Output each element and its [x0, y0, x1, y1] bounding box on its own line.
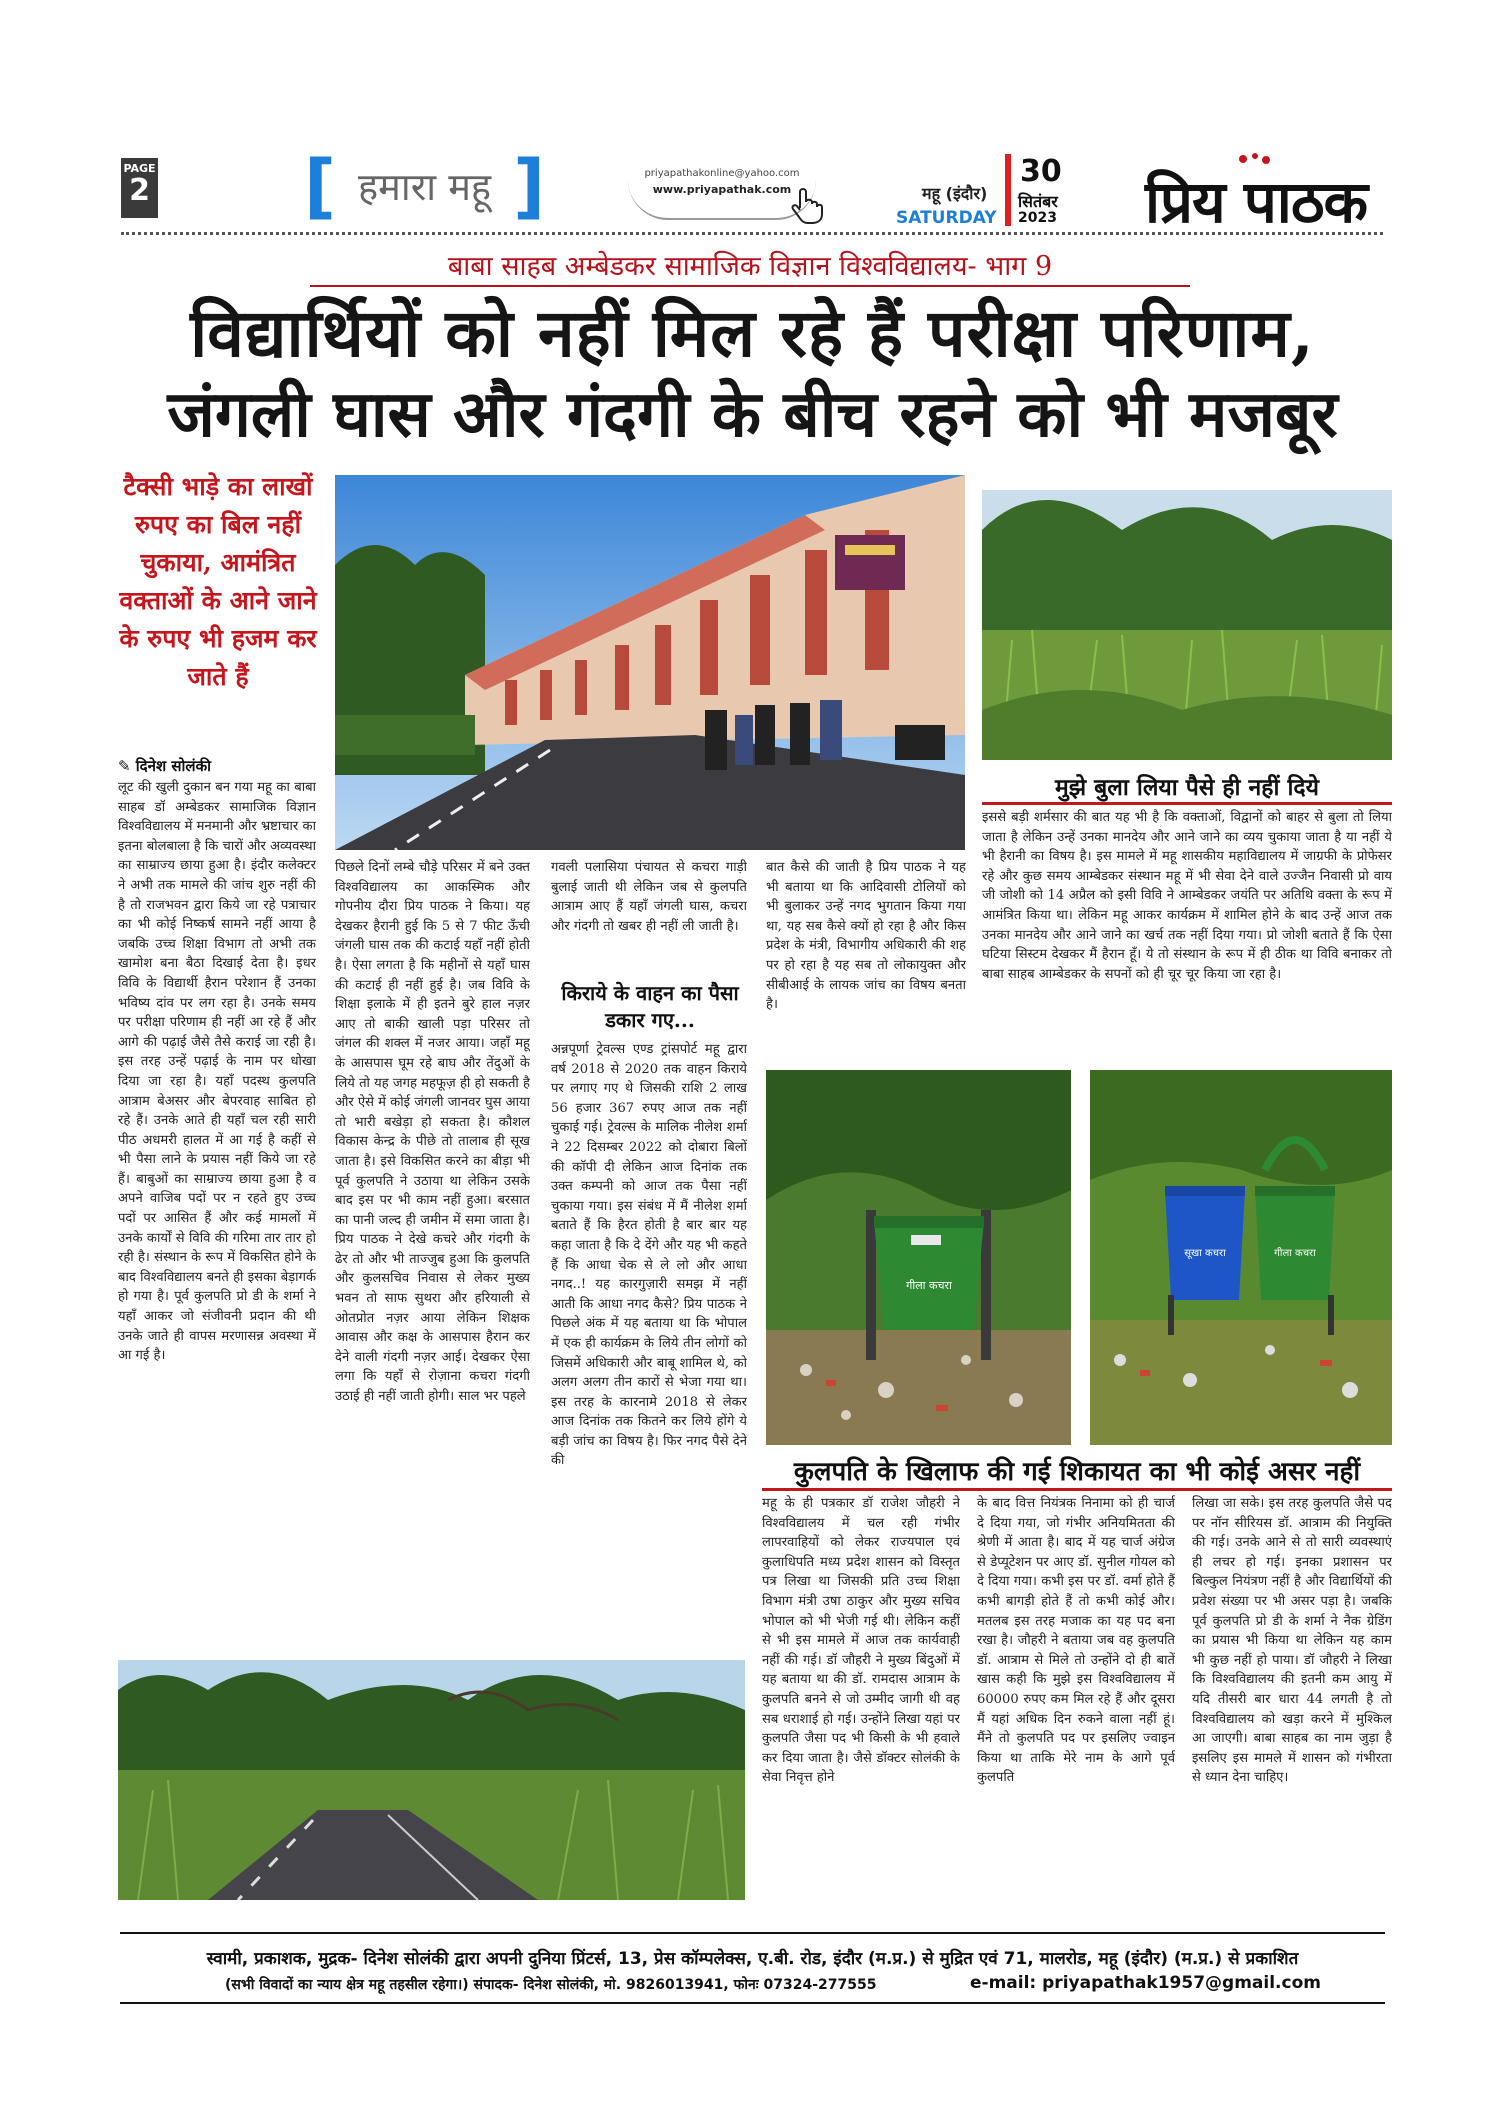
bin-label-dry: सूखा कचरा: [1184, 1248, 1226, 1259]
weekday: SATURDAY: [896, 208, 997, 228]
section-title: हमारा महू: [358, 165, 492, 209]
footer-email[interactable]: e-mail: priyapathak1957@gmail.com: [970, 1973, 1321, 1993]
subhead-complaint-underline: [762, 1488, 1392, 1491]
contact-box: [628, 168, 816, 220]
article-column-4-top: बात कैसे की जाती है प्रिय पाठक ने यह भी बताया था कि आदिवासी टोलियों को भी बुलाकर उन्हें नगद भुगतान किया गया था, यह सब कैसे क्यों हो रहा है और किस प्रदेश के मंत्री, विभागीय अधिकारी की शह पर हो रहा है यह सब तो लोकायुक्त और सीबीआई के लायक जांच का विषय बनता है।: [766, 860, 966, 1013]
page-number: 2: [129, 173, 150, 208]
photo-wild-grass: [982, 490, 1392, 760]
pointing-hand-icon: [790, 188, 824, 224]
subhead-underline: [982, 802, 1392, 805]
photo-overgrown-road: [118, 1660, 745, 1900]
bin-label-wet-2: गीला कचरा: [1274, 1248, 1316, 1259]
complaint-column-2: के बाद वित्त नियंत्रक निनामा को ही चार्ज दे दिया गया, जो गंभीर अनियमितता की श्रेणी में आता है। बाद में यह चार्ज अंग्रेज से डेप्यूटेशन पर आए डॉ. सुनील गोयल को दे दिया गया। कभी इस पर डॉ. वर्मा होते हैं कभी बागड़ी होते हैं तो कभी कोई और। मतलब इस तरह मजाक का यह पद बना रखा है। जौहरी ने बताया जब वह कुलपति डॉ. आत्राम से मिले तो उन्होंने दो ही बातें खास कही कि मुझे इस विश्वविद्यालय में 60000 रुपए कम मिल रहे हैं और दूसरा मैं यहां अधिक दिन रुकने वाला नहीं हूं। मैंने तो कुलपति पद पर इसलिए ज्वाइन किया था ताकि मेरे नाम के आगे पूर्व कुलपति: [977, 1496, 1175, 1786]
complaint-column-1: महू के ही पत्रकार डॉ राजेश जौहरी ने विश्वविद्यालय में चल रही गंभीर लापरवाहियों को लेकर राज्यपाल एवं कुलाधिपति मध्य प्रदेश शासन को विस्तृत पत्र लिखा था जिसकी प्रति उच्च शिक्षा विभाग मंत्री उषा ठाकुर और मुख्य सचिव भोपाल को भी भेजी गई थी। लेकिन कहीं से भी इस मामले में आज तक कार्यवाही नहीं की गई। डॉ जौहरी ने मुख्य बिंदुओं में यह बताया था की डॉ. रामदास आत्राम के कुलपति बनने से जो उम्मीद जागी थी वह सब धराशाई हो गई। उन्होंने लिखा यहां पर कुलपति जैसा पद भी किसी के भी हवाले कर दिया जाता है। जैसे डॉक्टर सोलंकी के सेवा निवृत्त होने: [762, 1496, 960, 1786]
date-divider: [1005, 154, 1011, 226]
masthead-logo: प्रिय पाठक: [1145, 168, 1368, 236]
bracket-open-icon: [: [304, 145, 336, 227]
contact-email[interactable]: priyapathakonline@yahoo.com: [644, 168, 800, 179]
page-label: PAGE: [123, 162, 156, 175]
photo-university-building: [335, 475, 965, 850]
bin-label-wet-1: गीला कचरा: [906, 1279, 952, 1292]
article-column-3: अन्नपूर्णा ट्रेवल्स एण्ड ट्रांसपोर्ट महू द्वारा वर्ष 2018 से 2020 तक वाहन किराये पर लगाए गए थे जिसकी राशि 2 लाख 56 हजार 367 रुपए आज तक नहीं चुकाई गई। ट्रेवल्स के मालिक नीलेश शर्मा ने 22 दिसम्बर 2022 को दोबारा बिलों की कॉपी दी लेकिन आज दिनांक तक उक्त कम्पनी को आज तक पैसा नहीं चुकाया गया। इस संबंध में मैं नीलेश शर्मा बताते हैं कि हैरत होती है बार बार यह कहा जाता है कि दे देंगे और यह भी कहते हैं कि आधा चेक से ले लो और आधा नगद..! यह कारगुज़ारी समझ में नहीं आती कि आधा नगद कैसे? प्रिय पाठक ने पिछले अंक में यह बताया था कि भोपाल में एक ही कार्यक्रम के लिये तीन लोगों को जिसमें अधिकारी और बाबू शामिल थे, को अलग अलग तीन कारों से भेजा गया था। इस तरह के कारनामे 2018 से लेकर आज दिनांक तक कितने कर लिये होंगे ये बड़ी जांच का विषय है। फिर नगद पैसे देने की: [551, 1042, 747, 1469]
footer-imprint: स्वामी, प्रकाशक, मुद्रक- दिनेश सोलंकी द्वारा अपनी दुनिया प्रिंटर्स, 13, प्रेस कॉम्पलेक्स, ए.बी. रोड, इंदौर (म.प्र.) से मुद्रित एवं 71, मालरोड, महू (इंदौर) (म.प्र.) से प्रकाशित: [206, 1949, 1299, 1969]
subhead-complaint: कुलपति के खिलाफ की गई शिकायत का भी कोई असर नहीं: [793, 1457, 1361, 1487]
subhead-rent: किराये के वाहन का पैसा डकार गए...: [561, 981, 739, 1032]
bracket-close-icon: ]: [513, 145, 546, 227]
website-link[interactable]: www.priyapathak.com: [652, 183, 792, 196]
kicker: टैक्सी भाड़े का लाखों रुपए का बिल नहीं चुकाया, आमंत्रित वक्ताओं के आने जाने के रुपए भी हजम कर जाते हैं: [119, 472, 317, 691]
page-number-badge: [121, 158, 158, 218]
footer-top-rule: [120, 1932, 1385, 1934]
headline-line-2: जंगली घास और गंदगी के बीच रहने को भी मजबूर: [167, 377, 1338, 452]
photo-dustbins-pair: [1090, 1070, 1392, 1445]
byline: ✎ दिनेश सोलंकी: [118, 757, 211, 775]
footer-editor: (सभी विवादों का न्याय क्षेत्र महू तहसील रहेगा।) संपादक- दिनेश सोलंकी, मो. 9826013941, फोनः 07324-277555: [225, 1977, 877, 1993]
headline-line-1: विद्यार्थियों को नहीं मिल रहे हैं परीक्षा परिणाम,: [190, 294, 1315, 372]
header-divider: [121, 232, 1383, 235]
subhead-not-paid: मुझे बुला लिया पैसे ही नहीं दिये: [1055, 774, 1319, 801]
date-year: 2023: [1018, 210, 1057, 226]
date-block: [880, 152, 1070, 226]
series-title: बाबा साहब अम्बेडकर सामाजिक विज्ञान विश्वविद्यालय- भाग 9: [310, 246, 1190, 287]
article-column-3-top: गवली पलासिया पंचायत से कचरा गाड़ी बुलाई जाती थी लेकिन जब से कुलपति आत्राम आए हैं यहाँ जंगली घास, कचरा और गंदगी तो खबर ही नहीं ली जाती है।: [551, 860, 747, 934]
dateline-city: महू (इंदौर): [922, 184, 988, 203]
footer-bottom-rule: [120, 2002, 1385, 2004]
section-name: [304, 145, 546, 227]
article-column-2: पिछले दिनों लम्बे चौड़े परिसर में बने उक्त विश्वविद्यालय का आकस्मिक और गोपनीय दौरा प्रिय पाठक ने किया। यह देखकर हैरानी हुई कि 5 से 7 फीट ऊँची जंगली घास तक की कटाई यहाँ नहीं होती है। ऐसा लगता है कि महीनों से यहाँ घास की कटाई ही नहीं हुई है। जब विवि के शिक्षा इलाके में ही इतने बुरे हाल नज़र आए तो बाकी खाली पड़ा परिसर तो जंगल की शक्ल में नजर आया। जहाँ महू के आसपास घूम रहे बाघ और तेंदुओं के लिये तो यह जगह महफूज़ ही हो सकती है और ऐसे में कोई जंगली जानवर घुस आया तो भारी बखेड़ा हो सकता है। कौशल विकास केन्द्र के पीछे तो तालाब ही सूख जाता है। इसे विकसित करने का बीड़ा भी पूर्व कुलपति ने उठाया था लेकिन उसके बाद इस पर भी काम नहीं हुआ। बरसात का पानी जल्द ही जमीन में समा जाता है। प्रिय पाठक ने देखे कचरे और गंदगी के ढेर तो और भी ताज्जुब हुआ कि कुलपति और कुलसचिव निवास से लेकर मुख्य भवन तो साफ सुथरा और हरियाली से ओतप्रोत नज़र आया लेकिन शिक्षक आवास और कक्ष के आसपास हैरान कर देने वाली गंदगी नज़र आई। देखकर ऐसा लगा कि यहाँ से रोज़ाना कचरा गंदगी उठाई ही नहीं जाती होगी। साल भर पहले: [335, 860, 530, 1405]
complaint-column-3: लिखा जा सके। इस तरह कुलपति जैसे पद पर नॉन सीरियस डॉ. आत्राम की नियुक्ति की गई। उनके आने से तो सारी व्यवस्थाएं ही लचर हो गई। इनका प्रशासन पर बिल्कुल नियंत्रण नहीं है और विद्यार्थियों की प्रवेश संख्या पर भी असर पड़ा है। जबकि पूर्व कुलपति प्रो डी के शर्मा ने नैक ग्रेडिंग का प्रयास भी किया था लेकिन यह काम भी कुछ नहीं हो पाया। डॉ जौहरी ने लिखा कि विश्वविद्यालय की इतनी कम आयु में यदि तीसरी बार धारा 44 लगती है तो विश्वविद्यालय को खड़ा करने में मुश्किल आ जाएगी। बाबा साहब का नाम जुड़ा है इसलिए इस मामले में शासन को गंभीरता से ध्यान देना चाहिए।: [1192, 1496, 1392, 1786]
article-not-paid: इससे बड़ी शर्मसार की बात यह भी है कि वक्ताओं, विद्वानों को बाहर से बुला तो लिया जाता है लेकिन उन्हें उनका मानदेय और आने जाने का व्यय चुकाया जाता है या नहीं ये भी हैरानी का विषय है। इस मामले में महू शासकीय महाविद्यालय में जाग्रफी के प्रोफेसर रहे और कुछ समय आम्बेडकर संस्थान महू में भी सेवा देने वाले उज्जैन निवासी प्रो वाय जी जोशी को 14 अप्रैल को इसी विवि ने आम्बेडकर जयंति पर अतिथि वक्ता के रूप में आमंत्रित किया था। लेकिन महू आकर कार्यक्रम में शामिल होने के बाद उन्हें आज तक उनका मानदेय और आने जाने का खर्च तक नहीं दिया गया। प्रो जोशी बताते हैं कि ऐसा घटिया सिस्टम देखकर मैं हैरान हूँ। ये तो संस्थान के रूप में ही ठीक था विवि बनाकर तो बाबा साहब आम्बेडकर के सपनों को ही चूर चूर किया जा रहा है।: [982, 810, 1392, 982]
date-month: सितंबर: [1018, 192, 1058, 211]
date-day: 30: [1020, 154, 1062, 189]
article-column-1: लूट की खुली दुकान बन गया महू का बाबा साहब डॉ अम्बेडकर सामाजिक विज्ञान विश्वविद्यालय में मनमानी और भ्रष्टाचार का इतना बोलबाला है कि चारों और अव्यवस्था का साम्राज्य छाया हुआ है। इंदौर कलेक्टर ने अभी तक मामले की जांच शुरु नहीं की है तो राजभवन द्वारा किये जा रहे पत्राचार का भी कोई निष्कर्ष सामने नहीं आया है जबकि उच्च शिक्षा विभाग तो अभी तक खामोश बना बैठा दिखाई देता है। इधर विवि के विद्यार्थी हैरान परेशान हैं उनका भविष्य दांव पर लग रहा है। उनके समय पर परीक्षा परिणाम ही नहीं आ रहे हैं और आगे की पढ़ाई जैसे तैसे कराई जा रही है। इस तरह उन्हें पढ़ाई के नाम पर धोखा दिया जा रहा है। यहाँ पदस्थ कुलपति आत्राम बेअसर और बेपरवाह साबित हो रहे हैं। उनके आते ही यहाँ चल रही सारी पीठ अधमरी हालत में आ गई है कहीं से भी पैसा लाने के प्रयास नहीं किये जा रहे हैं। बाबुओं का साम्राज्य छाया हुआ है व अपने वाजिब पदों पर न रहते हुए उच्च पदों पर आसित हैं और कई मामलों में उनके कार्यों से विवि की गरिमा तार तार हो रही है। संस्थान के रूप में विकसित होने के बाद विश्वविद्यालय बनते ही इसका बेड़ागर्क हो गया है। पूर्व कुलपति प्रो डी के शर्मा ने यहाँ आकर जो संजीवनी प्रदान की थी उनके जाते ही वापस मरणासन्न अवस्था में आ गई है।: [118, 780, 316, 1364]
main-headline: [115, 292, 1390, 456]
photo-dustbin-garbage: [766, 1070, 1071, 1445]
